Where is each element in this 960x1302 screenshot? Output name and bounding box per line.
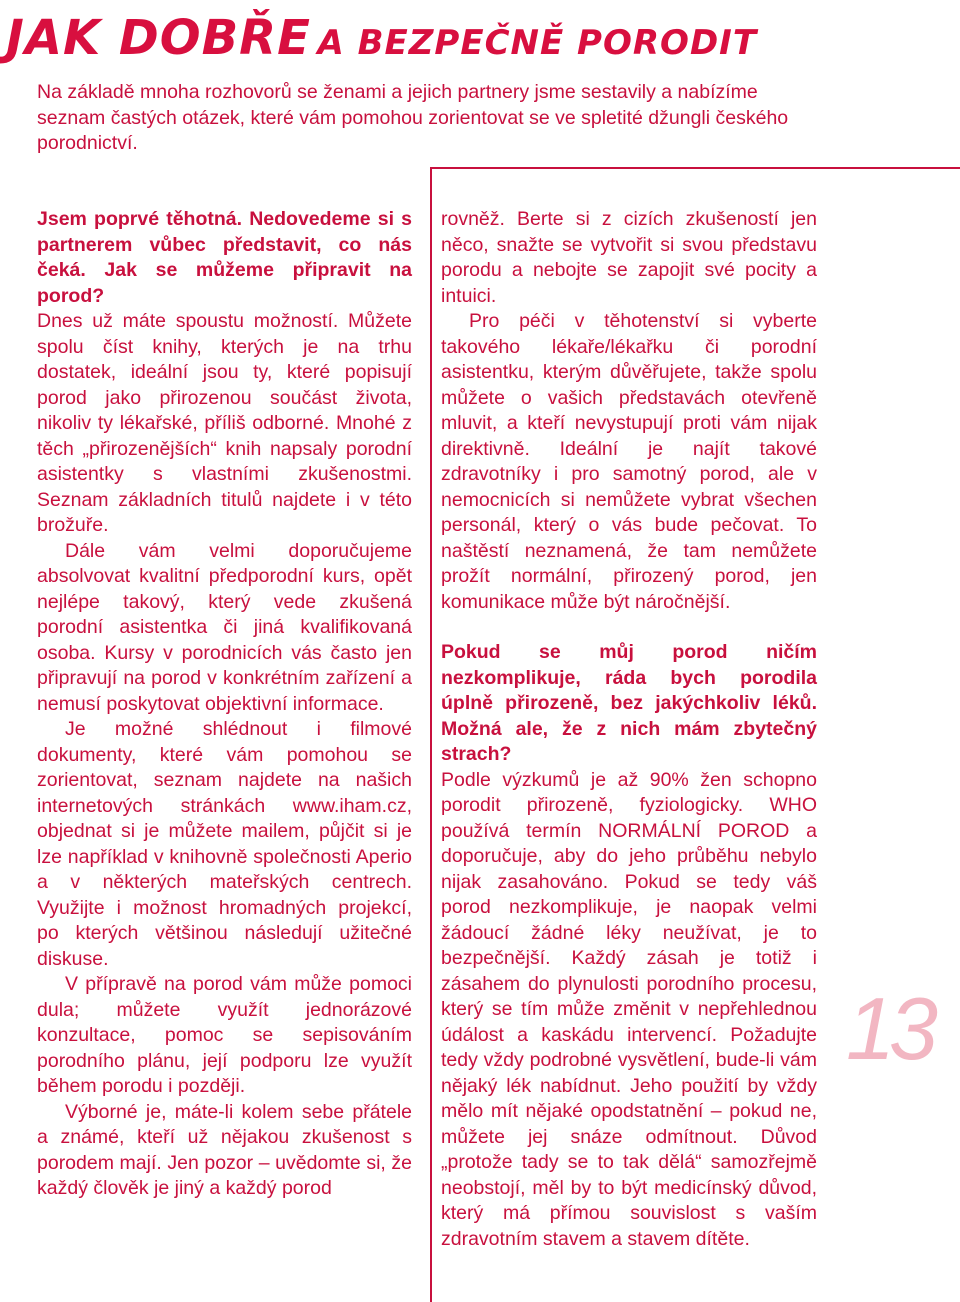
- answer-1-paragraph-7: Pro péči v těhotenství si vyberte takového lékaře/lékařku či porodní asistentku, kterým důvěřujete, takže spolu můžete o vašich představách otevřeně mluvit, a kteří nevystupují proti vám nijak direktivně. Ideální je najít takové zdravotníky i pro samotný porod, ale v nemocnicích si nemůžete vybrat všechen personál, který o vás bude pečovat. To naštěstí neznamená, že tam nemůžete prožít normální, přirozený porod, jen komunikace může být náročnější.: [441, 310, 817, 613]
- answer-1-paragraph-6: rovněž. Berte si z cizích zkušeností jen něco, snažte se vytvořit si svou představu porodu a nebojte se zapojit své pocity a intuici.: [441, 208, 817, 307]
- title-main: JAK DOBŘE: [6, 10, 311, 66]
- answer-1-paragraph-2: Dále vám velmi doporučujeme absolvovat kvalitní předporodní kurs, opět nejlépe takový, který vede zkušená porodní asistentka či jiná kvalifikovaná osoba. Kursy v porodnicích vás často jen připravují na porod v konkrétním zařízení a nemusí poskytovat objektivní informace.: [37, 539, 412, 715]
- right-column: [441, 207, 817, 1252]
- question-2: Pokud se můj porod ničím nezkomplikuje, ráda bych porodila úplně přirozeně, bez jakýchkoliv léků. Možná ale, že z nich mám zbytečný strach?: [441, 641, 817, 765]
- answer-1-paragraph-3: Je možné shlédnout i filmové dokumenty, které vám pomohou se zorientovat, seznam najdete na našich internetových stránkách www.iham.cz, objednat si je můžete mailem, půjčit si je lze například v knihovně společnosti Aperio a v některých mateřských centrech. Využijte i možnost hromadných projekcí, po kterých většinou následují užitečné diskuse.: [37, 718, 412, 970]
- page-number: 13: [846, 979, 932, 1078]
- answer-1-paragraph-4: V přípravě na porod vám může pomoci dula; můžete využít jednorázové konzultace, pomoc se sepisováním porodního plánu, její podporu lze využít během porodu i později.: [37, 973, 412, 1097]
- page-title: [6, 10, 758, 66]
- answer-1-paragraph-5: Výborné je, máte-li kolem sebe přátele a známé, kteří už nějakou zkušenost s porodem mají. Jen pozor – uvědomte si, že každý člověk je jiný a každý porod: [37, 1100, 412, 1199]
- answer-2: Podle výzkumů je až 90% žen schopno porodit přirozeně, fyziologicky. WHO používá termín NORMÁLNÍ POROD a doporučuje, aby do jeho průběhu nebylo nijak zasahováno. Pokud se tedy váš porod nezkomplikuje, je naopak velmi žádoucí žádné léky neužívat, je to bezpečnější. Každý zásah je totiž i zásahem do plynulosti porodního procesu, který se tím může změnit v nepřehlednou údálost a kaskádu intervencí. Požadujte tedy vždy podrobné vysvětlení, bude-li vám nějaký lék nabídnut. Jeho použití by vždy mělo mít nějaké opodstatnění – pokud ne, můžete jej snáze odmítnout. Důvod „protože tady se to tak dělá“ samozřejmě neobstojí, měl by to být medicínský důvod, který má přímou souvislost s vaším zdravotním stavem a stavem dítěte.: [441, 768, 817, 1250]
- title-sub: A BEZPEČNĚ PORODIT: [317, 23, 758, 63]
- top-divider: [430, 167, 960, 169]
- spacer: [441, 615, 817, 640]
- intro-paragraph: Na základě mnoha rozhovorů se ženami a jejich partnery jsme sestavily a nabízíme seznam častých otázek, které vám pomohou zorientovat se ve spletité džungli českého porodnictví.: [37, 81, 789, 154]
- left-column: [37, 207, 412, 1202]
- column-divider: [430, 167, 432, 1302]
- question-1: Jsem poprvé těhotná. Nedovedeme si s partnerem vůbec představit, co nás čeká. Jak se můžeme připravit na porod?: [37, 208, 412, 307]
- answer-1-paragraph-1: Dnes už máte spoustu možností. Můžete spolu číst knihy, kterých je na trhu dostatek, ideální jsou ty, které popisují porod jako přirozenou součást života, nikoliv ty lékařské, příliš odborné. Mnohé z těch „přirozenějších“ knih napsaly porodní asistentky s vlastními zkušenostmi. Seznam základních titulů najdete i v této brožuře.: [37, 310, 412, 536]
